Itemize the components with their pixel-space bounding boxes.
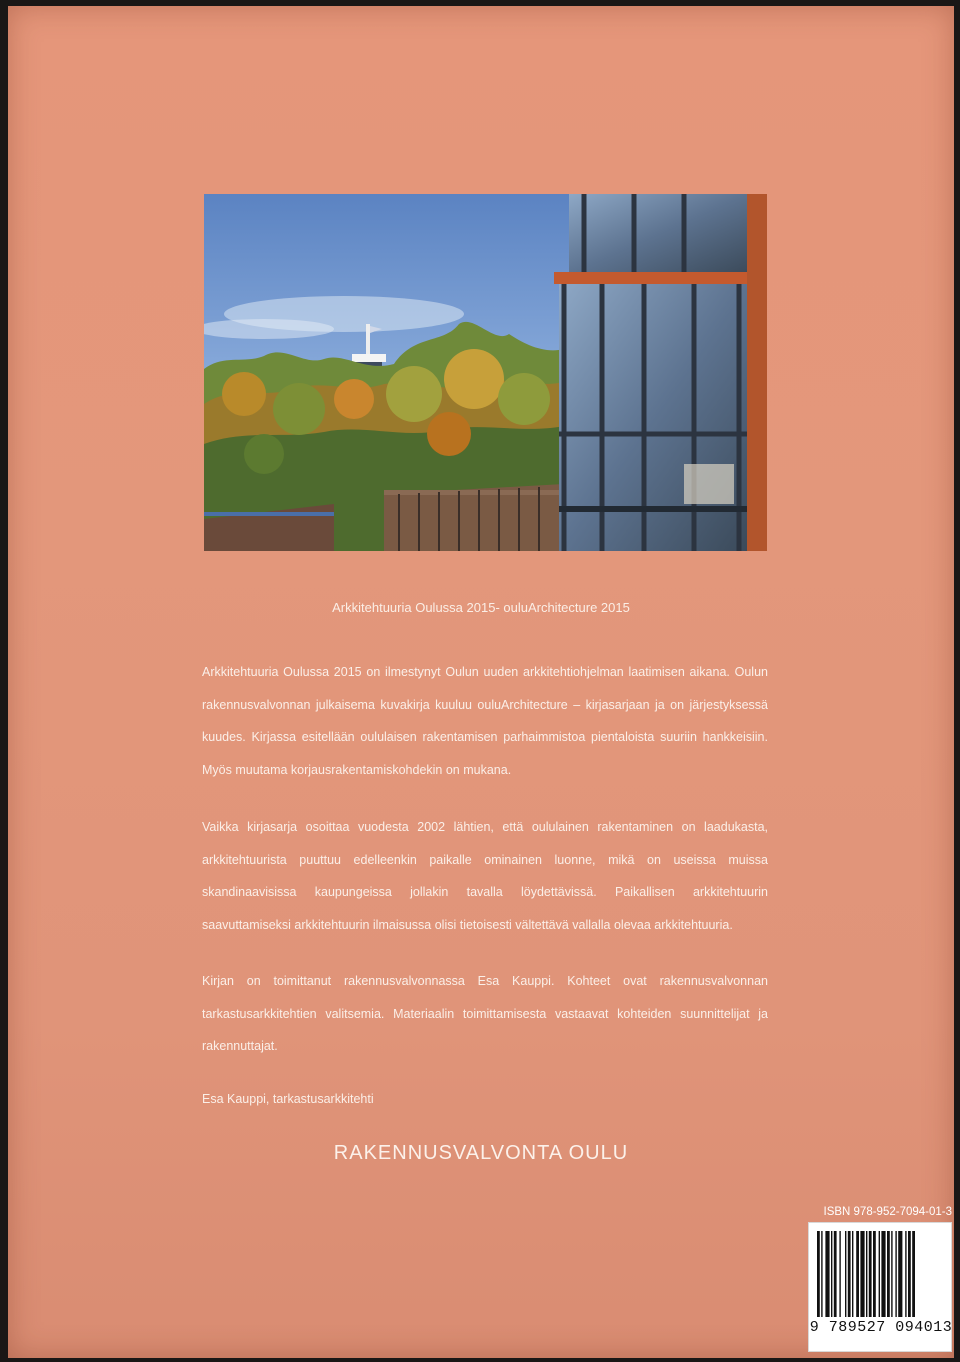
description-paragraph-2: Vaikka kirjasarja osoittaa vuodesta 2002 lähtien, että oululainen rakentaminen on laadukasta, arkkitehtuurista puuttuu edelleenkin paikalle ominainen luonne, mikä on useissa muissa skandinaavisissa kaupungeissa jollakin tavalla löydettävissä. Paikallisen arkkitehtuurin saavuttamiseksi arkkitehtuurin ilmaisussa olisi tietoisesti vältettävä vallalla olevaa arkkitehtuuria. — [202, 820, 768, 932]
description-paragraph-1: Arkkitehtuuria Oulussa 2015 on ilmestynyt Oulun uuden arkkitehtiohjelman laatimisen aikana. Oulun rakennusvalvonnan julkaisema kuvakirja kuuluu ouluArchitecture – kirjasarjaan ja on järjestyksessä kuudes. Kirjassa esitellään oululaisen rakentamisen parhaimmistoa pientaloista suuriin hankkeisiin. Myös muutama korjausrakentamiskohdekin on mukana. — [202, 665, 768, 777]
author-signature: Esa Kauppi, tarkastusarkkitehti — [202, 1092, 374, 1106]
book-title-caption: Arkkitehtuuria Oulussa 2015- ouluArchitecture 2015 — [332, 600, 630, 615]
publisher-name: RAKENNUSVALVONTA OULU — [333, 1142, 629, 1164]
barcode — [808, 1222, 952, 1352]
book-back-cover — [8, 6, 954, 1358]
building-photo-illustration — [204, 194, 767, 551]
barcode-bars — [817, 1231, 945, 1317]
barcode-digits: 9 789527 094013 — [809, 1319, 953, 1336]
cover-photo — [204, 194, 767, 551]
isbn-label: ISBN 978-952-7094-01-3 — [823, 1206, 952, 1218]
description-paragraph-3: Kirjan on toimittanut rakennusvalvonnassa Esa Kauppi. Kohteet ovat rakennusvalvonnan tarkastusarkkitehtien valitsemia. Materiaalin toimittamisesta vastaavat kohteiden suunnittelijat ja rakennuttajat. — [202, 974, 768, 1054]
